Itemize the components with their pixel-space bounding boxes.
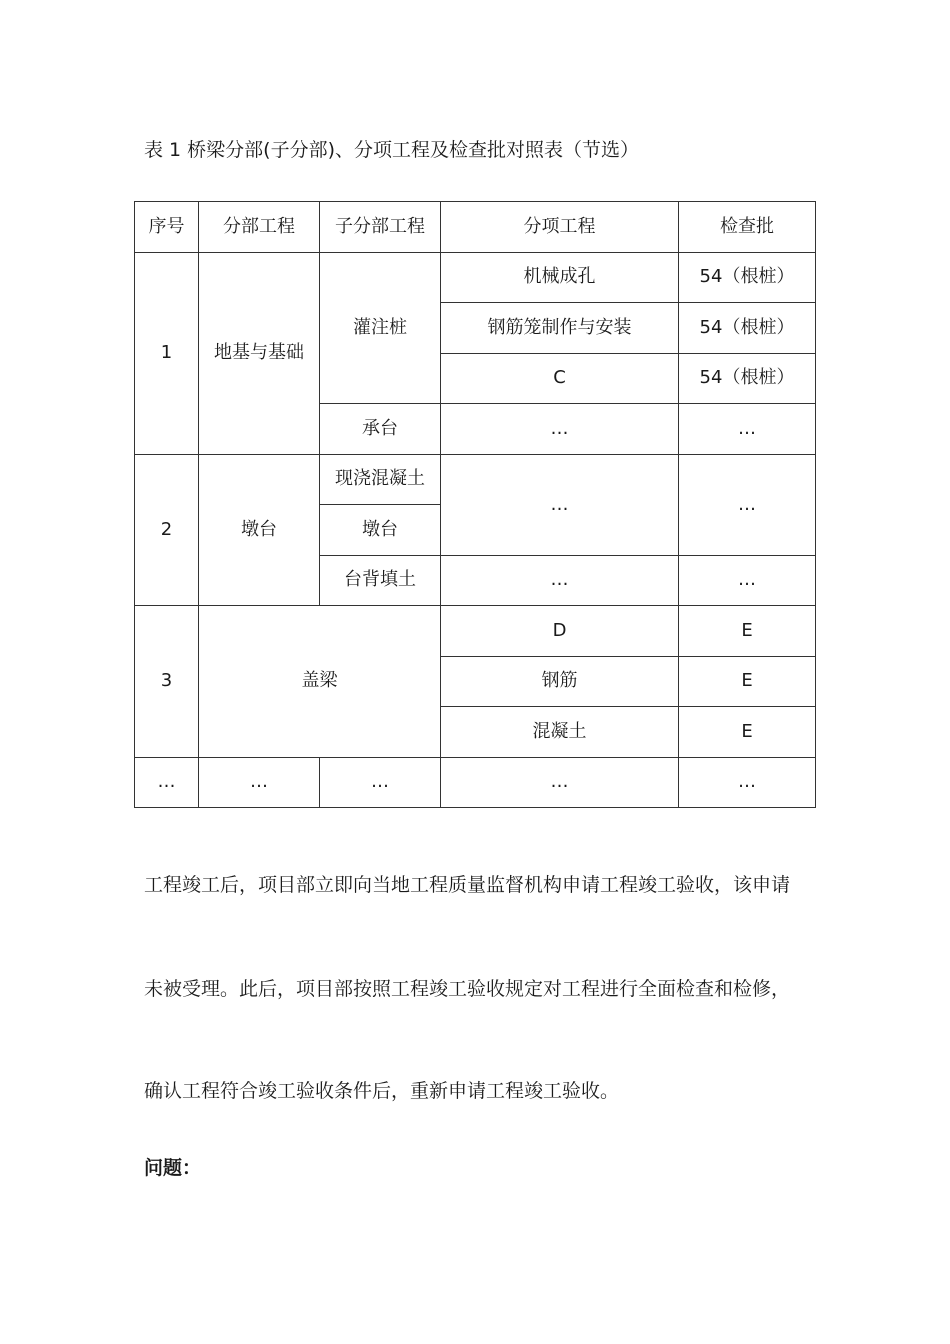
subdivision-cell: 台背填土 [320,555,441,606]
question-heading: 问题： [144,1157,202,1179]
item-cell: … [441,555,679,606]
division-cell: 盖梁 [199,606,441,758]
header-cell: 序号 [135,202,199,253]
batch-cell: … [679,454,816,555]
subdivision-cell-line1: 现浇混凝土 [320,454,441,505]
table-row [135,757,816,808]
batch-cell: E [679,606,816,657]
ellipsis-cell: … [441,757,679,808]
ellipsis-cell: … [135,757,199,808]
batch-cell: E [679,656,816,707]
batch-cell: … [679,404,816,455]
table-header-row [135,202,816,253]
paragraph-line: 确认工程符合竣工验收条件后，重新申请工程竣工验收。 [144,1080,620,1102]
batch-cell: 54（根桩） [679,303,816,354]
division-cell: 墩台 [199,454,320,606]
item-cell: D [441,606,679,657]
item-cell: C [441,353,679,404]
header-cell: 检查批 [679,202,816,253]
table-row [135,606,816,657]
division-cell: 地基与基础 [199,252,320,454]
item-cell: 混凝土 [441,707,679,758]
subdivision-cell: 灌注桩 [320,252,441,404]
batch-cell: … [679,555,816,606]
header-cell: 分项工程 [441,202,679,253]
ellipsis-cell: … [679,757,816,808]
item-cell: 钢筋 [441,656,679,707]
subdivision-cell-line2: 墩台 [320,505,441,556]
item-cell: 钢筋笼制作与安装 [441,303,679,354]
batch-cell: 54（根桩） [679,353,816,404]
subdivision-cell: 承台 [320,404,441,455]
item-cell: 机械成孔 [441,252,679,303]
seq-cell: 2 [135,454,199,606]
comparison-table [134,201,816,808]
header-cell: 子分部工程 [320,202,441,253]
ellipsis-cell: … [320,757,441,808]
table-caption: 表 1 桥梁分部(子分部)、分项工程及检查批对照表（节选） [144,139,639,161]
item-cell: … [441,404,679,455]
paragraph-line: 工程竣工后，项目部立即向当地工程质量监督机构申请工程竣工验收，该申请 [144,874,791,896]
item-cell: … [441,454,679,555]
ellipsis-cell: … [199,757,320,808]
seq-cell: 1 [135,252,199,454]
batch-cell: E [679,707,816,758]
batch-cell: 54（根桩） [679,252,816,303]
paragraph-line: 未被受理。此后，项目部按照工程竣工验收规定对工程进行全面检查和检修， [144,978,791,1000]
header-cell: 分部工程 [199,202,320,253]
table-row [135,454,816,505]
seq-cell: 3 [135,606,199,758]
table-row [135,252,816,303]
